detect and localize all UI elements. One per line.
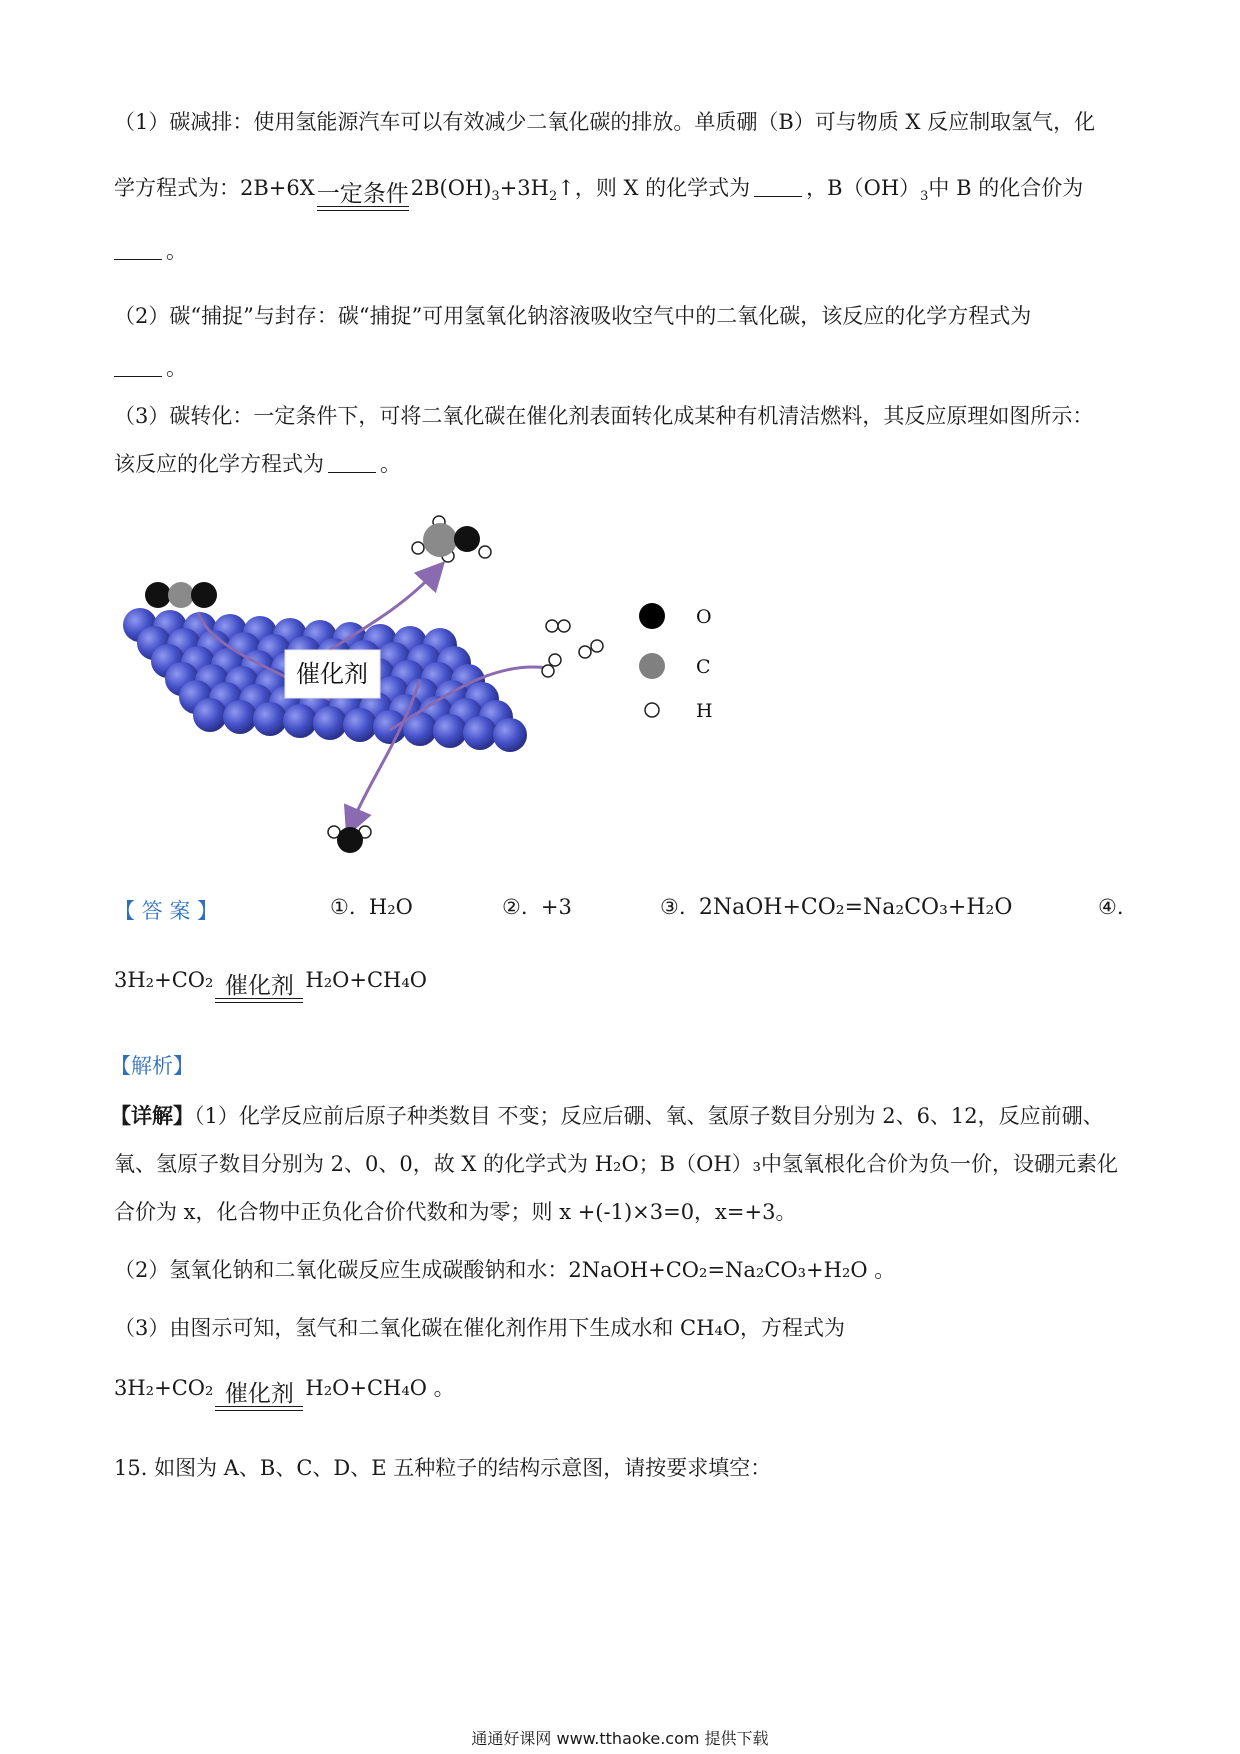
h2o-molecule xyxy=(328,826,371,853)
catalyst-atom xyxy=(463,716,497,750)
answer-blank-4 xyxy=(328,452,376,473)
analysis-p1-l1: 【详解】（1）化学反应前后原子种类数目 不变；反应后硼、氧、氢原子数目分别为 2、6、12，反应前硼、 xyxy=(110,1103,1104,1128)
q2-line2: 。 xyxy=(114,352,187,382)
analysis-p3-equation: 3H₂+CO₂ 催化剂 H₂O+CH₄O 。 xyxy=(114,1372,455,1411)
catalyst-atom xyxy=(283,704,317,738)
ch4o-molecule xyxy=(412,516,491,562)
answer-blank-2 xyxy=(114,239,162,260)
catalyst-atom xyxy=(433,714,467,748)
co2-molecule xyxy=(145,582,217,608)
q1-line3: 。 xyxy=(114,235,187,265)
reaction-condition: 一定条件 xyxy=(317,182,409,211)
answer-blank-1 xyxy=(754,176,802,197)
legend xyxy=(639,603,713,722)
legend-o-swatch xyxy=(639,603,665,629)
q2-line1: （2）碳“捕捉”与封存：碳“捕捉”可用氢氧化钠溶液吸收空气中的二氧化碳，该反应的化学方程式为 xyxy=(114,304,1032,328)
legend-c-label: C xyxy=(696,656,711,678)
catalyst-atom xyxy=(223,700,257,734)
analysis-p2: （2）氢氧化钠和二氧化碳反应生成碳酸钠和水：2NaOH+CO₂=Na₂CO₃+H₂O 。 xyxy=(114,1258,896,1282)
q15-text: 15. 如图为 A、B、C、D、E 五种粒子的结构示意图，请按要求填空： xyxy=(114,1456,772,1480)
catalyst-atom xyxy=(493,718,527,752)
footer: 通通好课网 www.tthaoke.com 提供下载 xyxy=(471,1729,769,1748)
catalyst-atom xyxy=(253,702,287,736)
answer-blank-3 xyxy=(114,356,162,377)
legend-o-label: O xyxy=(696,606,712,628)
answer-4-num: ④. xyxy=(1098,895,1124,919)
reaction-diagram xyxy=(100,500,740,870)
catalyst-atom xyxy=(313,706,347,740)
analysis-p3-l1: （3）由图示可知，氢气和二氧化碳在催化剂作用下生成水和 CH₄O，方程式为 xyxy=(114,1316,846,1340)
catalyst-label: 催化剂 xyxy=(296,660,368,688)
q1-line1: （1）碳减排：使用氢能源汽车可以有效减少二氧化碳的排放。单质硼（B）可与物质 X 反应制取氢气，化 xyxy=(114,110,1096,134)
q1-equation-products: $2B(OH)_3+3H_2$ xyxy=(410,176,558,204)
legend-h-swatch xyxy=(645,703,659,717)
q3-line2: 该反应的化学方程式为 。 xyxy=(114,452,401,476)
answer-2: ②. +3 xyxy=(502,895,572,919)
legend-h-label: H xyxy=(696,700,713,722)
catalyst-atom xyxy=(193,698,227,732)
answer-3: ③. 2NaOH+CO₂=Na₂CO₃+H₂O xyxy=(660,895,1013,920)
answer-1: ①. H₂O xyxy=(330,895,413,919)
q1-line2: 学方程式为：2B+6X 一定条件 $2B(OH)_3+3H_2↑$，则 X 的化学式为 ，$B(OH)_3$中 B 的化合价为 xyxy=(114,172,1083,211)
analysis-p1-l2: 氧、氢原子数目分别为 2、0、0，故 X 的化学式为 H₂O；B（OH）₃中氢氧根化合价为负一价，设硼元素化 xyxy=(114,1152,1119,1176)
q3-line1: （3）碳转化：一定条件下，可将二氧化碳在催化剂表面转化成某种有机清洁燃料，其反应原理如图所示： xyxy=(114,404,1094,428)
catalyst-atom xyxy=(343,708,377,742)
legend-c-swatch xyxy=(639,653,665,679)
analysis-p1-l3: 合价为 x，化合物中正负化合价代数和为零；则 x +(-1)×3=0，x=+3。 xyxy=(114,1200,797,1224)
answer-label: 【 答 案 】 xyxy=(114,899,219,923)
analysis-label: 【解析】 xyxy=(110,1054,194,1078)
h2-molecules xyxy=(542,620,603,677)
answer-4-equation: 3H₂+CO₂ 催化剂 H₂O+CH₄O xyxy=(114,968,427,1003)
q1-equation-left: 学方程式为：2B+6X xyxy=(114,176,315,200)
